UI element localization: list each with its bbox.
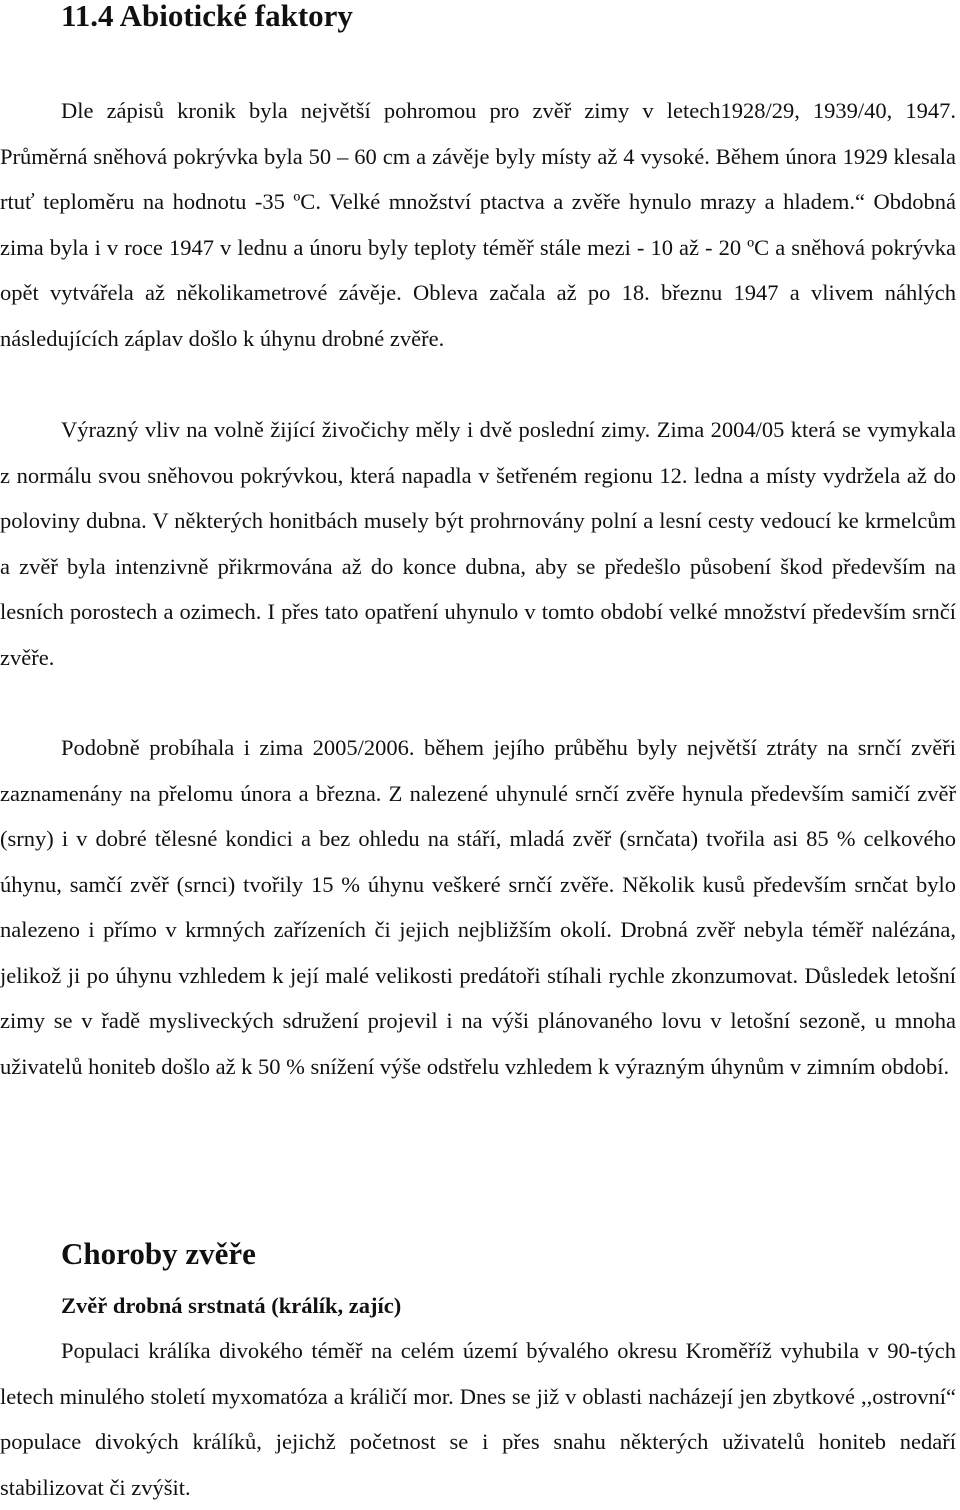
paragraph-rabbit-population: Populaci králíka divokého téměř na celém území bývalého okresu Kroměříž vyhubila v 90-tých letech minulého století myxomatóza a králičí mor. Dnes se již v oblasti nacházejí jen zbytkové ,,ostrovní“ populace divokých králíků, jejichž početnost se i přes snahu některých uživatelů honiteb nedaří stabilizovat či zvýšit.	[0, 1338, 956, 1500]
subheading: Zvěř drobná srstnatá (králík, zajíc)	[61, 1293, 402, 1318]
paragraph-winter-2005-06: Podobně probíhala i zima 2005/2006. během jejího průběhu byly největší ztráty na srnčí zvěři zaznamenány na přelomu února a března. Z nalezené uhynulé srnčí zvěře hynula především samičí zvěř (srny) i v dobré tělesné kondici a bez ohledu na stáří, mladá zvěř (srnčata) tvořila asi 85 % celkového úhynu, samčí zvěř (srnci) tvořily 15 % úhynu veškeré srnčí zvěře. Několik kusů především srnčat bylo nalezeno i přímo v krmných zařízeních či jejich nejbližším okolí. Drobná zvěř nebyla téměř nalézána, jelikož ji po úhynu vzhledem k její malé velikosti predátoři stíhali rychle zkonzumovat. Důsledek letošní zimy se v řadě mysliveckých sdružení projevil i na výši plánovaného lovu v letošní sezoně, u mnoha uživatelů honiteb došlo až k 50 % snížení výše odstřelu vzhledem k výrazným úhynům v zimním období.	[0, 735, 956, 1079]
section-title: 11.4 Abiotické faktory	[61, 0, 353, 33]
chapter-heading: Choroby zvěře	[61, 1236, 256, 1271]
paragraph-historic-winters: Dle zápisů kronik byla největší pohromou pro zvěř zimy v letech1928/29, 1939/40, 1947. Průměrná sněhová pokrývka byla 50 – 60 cm a závěje byly místy až 4 vysoké. Během února 1929 klesala rtuť teploměru na hodnotu -35 ºC. Velké množství ptactva a zvěře hynulo mrazy a hladem.“ Obdobná zima byla i v roce 1947 v lednu a únoru byly teploty téměř stále mezi - 10 až - 20 ºC a sněhová pokrývka opět vytvářela až několikametrové závěje. Obleva začala až po 18. březnu 1947 a vlivem náhlých následujících záplav došlo k úhynu drobné zvěře.	[0, 98, 956, 351]
paragraph-winter-2004-05: Výrazný vliv na volně žijící živočichy měly i dvě poslední zimy. Zima 2004/05 která se vymykala z normálu svou sněhovou pokrývkou, která napadla v šetřeném regionu 12. ledna a místy vydržela až do poloviny dubna. V některých honitbách musely být prohrnovány polní a lesní cesty vedoucí ke krmelcům a zvěř byla intenzivně přikrmována až do konce dubna, aby se předešlo působení škod především na lesních porostech a ozimech. I přes tato opatření uhynulo v tomto období velké množství především srnčí zvěře.	[0, 417, 956, 670]
